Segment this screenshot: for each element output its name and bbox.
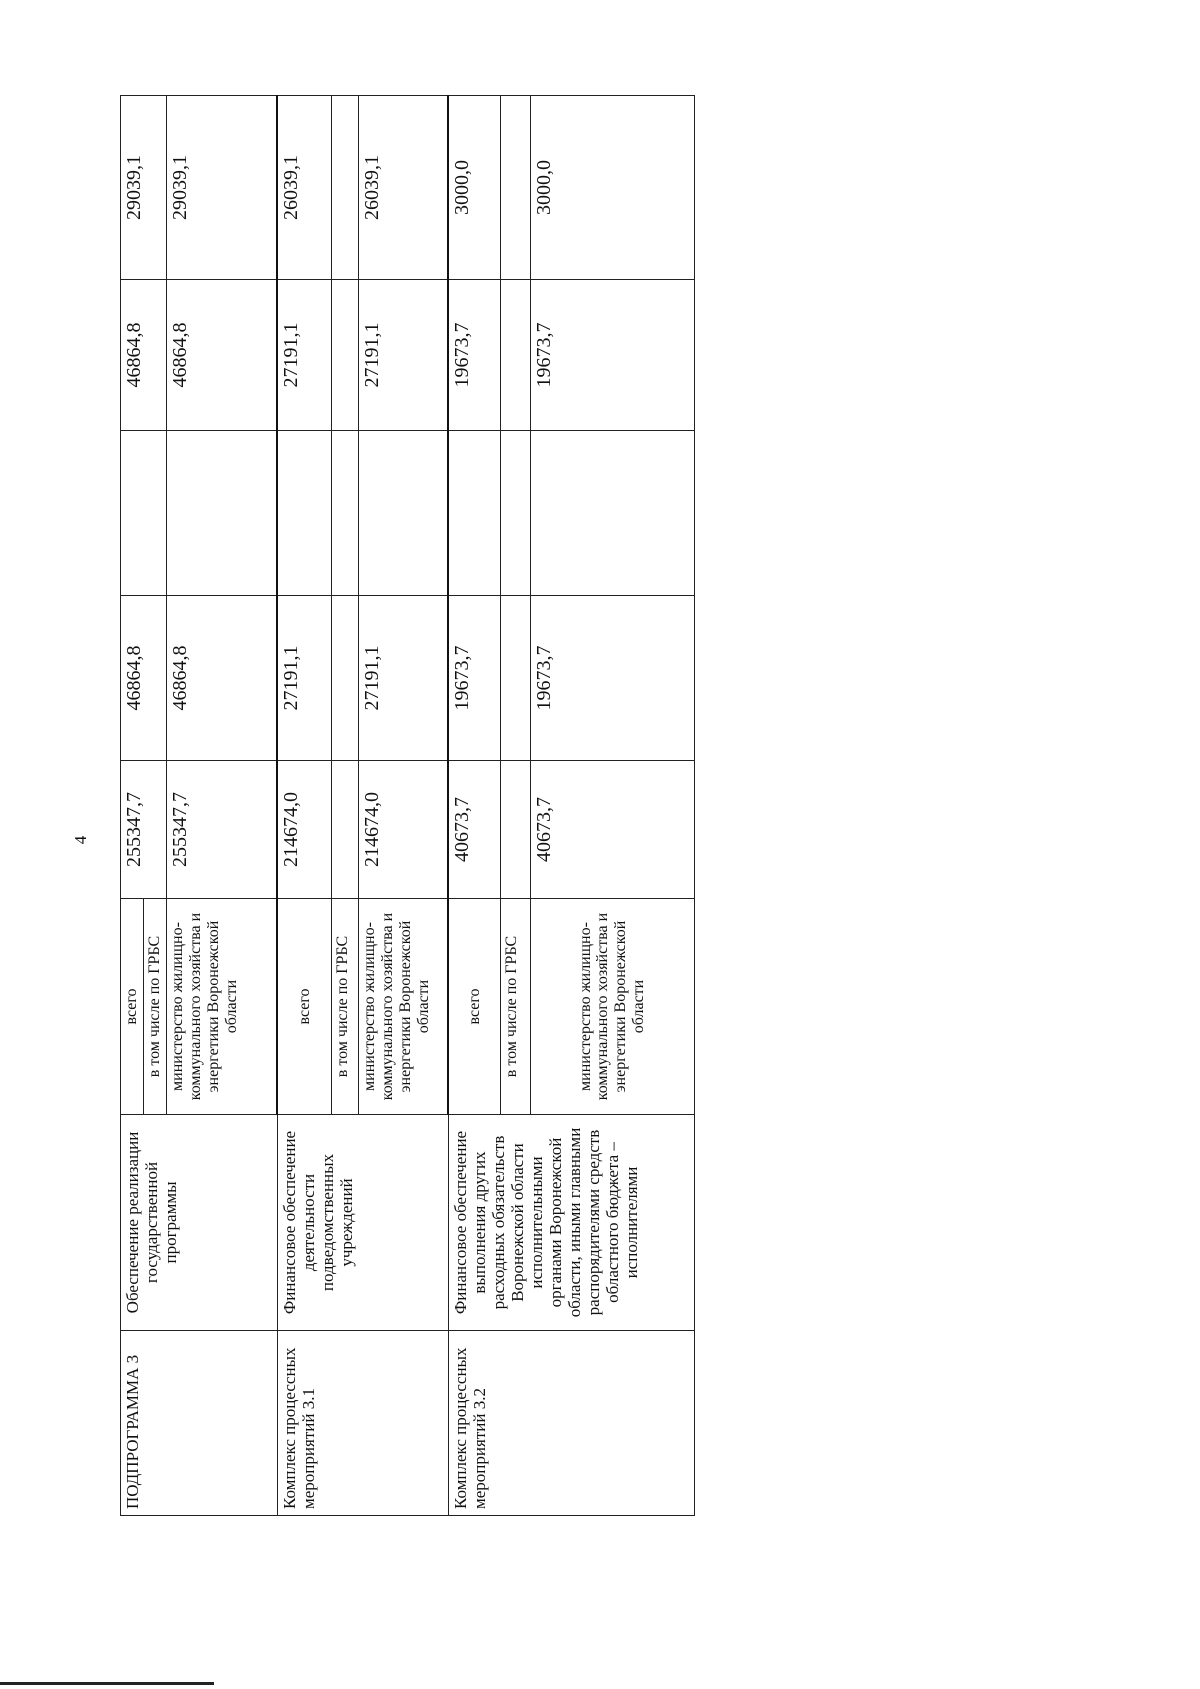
program-cell: ПОДПРОГРАММА 3 <box>121 1331 278 1516</box>
ministry-value: 19673,7 <box>530 280 694 431</box>
table-row <box>277 96 331 1516</box>
total-value: 255347,7 <box>121 761 167 899</box>
ministry-value: 26039,1 <box>358 96 448 280</box>
total-value: 27191,1 <box>277 280 331 431</box>
total-value: 3000,0 <box>448 96 500 280</box>
table-row <box>121 96 144 1516</box>
ministry-value: 27191,1 <box>358 596 448 761</box>
total-value: 214674,0 <box>277 761 331 899</box>
total-value: 46864,8 <box>121 596 167 761</box>
total-value: 40673,7 <box>448 761 500 899</box>
ministry-value: 40673,7 <box>530 761 694 899</box>
incl-label: в том числе по ГРБС <box>143 899 166 1115</box>
program-cell: Комплекс процессных мероприятий 3.2 <box>448 1331 694 1516</box>
total-value <box>277 431 331 596</box>
ministry-value <box>530 431 694 596</box>
ministry-value: 27191,1 <box>358 280 448 431</box>
total-value <box>448 431 500 596</box>
total-label: всего <box>121 899 144 1115</box>
ministry-value: 46864,8 <box>166 596 277 761</box>
program-cell: Комплекс процессных мероприятий 3.1 <box>277 1331 448 1516</box>
title-cell: Обеспечение реализации государственной программы <box>121 1115 278 1331</box>
total-value: 29039,1 <box>121 96 167 280</box>
ministry-value: 214674,0 <box>358 761 448 899</box>
total-value: 19673,7 <box>448 596 500 761</box>
incl-label: в том числе по ГРБС <box>500 899 530 1115</box>
ministry-value: 3000,0 <box>530 96 694 280</box>
title-cell: Финансовое обеспечение выполнения других расходных обязательств Воронежской области исполнительными органами Воронежской области, иными главными распорядителями средств областного бюджета – исполнителями <box>448 1115 694 1331</box>
total-label: всего <box>277 899 331 1115</box>
ministry-value <box>166 431 277 596</box>
ministry-value: 19673,7 <box>530 596 694 761</box>
incl-label: в том числе по ГРБС <box>331 899 358 1115</box>
ministry-cell: министерство жилищно-коммунального хозяйства и энергетики Воронежской области <box>530 899 694 1115</box>
ministry-cell: министерство жилищно-коммунального хозяйства и энергетики Воронежской области <box>358 899 448 1115</box>
total-value: 46864,8 <box>121 280 167 431</box>
total-value: 26039,1 <box>277 96 331 280</box>
total-value: 27191,1 <box>277 596 331 761</box>
budget-table <box>120 95 695 1516</box>
total-value <box>121 431 167 596</box>
total-value: 19673,7 <box>448 280 500 431</box>
total-label: всего <box>448 899 500 1115</box>
ministry-value <box>358 431 448 596</box>
rotated-table-wrapper <box>120 96 688 1516</box>
ministry-value: 46864,8 <box>166 280 277 431</box>
ministry-cell: министерство жилищно-коммунального хозяйства и энергетики Воронежской области <box>166 899 277 1115</box>
ministry-value: 29039,1 <box>166 96 277 280</box>
table-row <box>448 96 500 1516</box>
footer-rule <box>0 1682 214 1685</box>
ministry-value: 255347,7 <box>166 761 277 899</box>
page-number: 4 <box>71 835 90 845</box>
title-cell: Финансовое обеспечение деятельности подведомственных учреждений <box>277 1115 448 1331</box>
